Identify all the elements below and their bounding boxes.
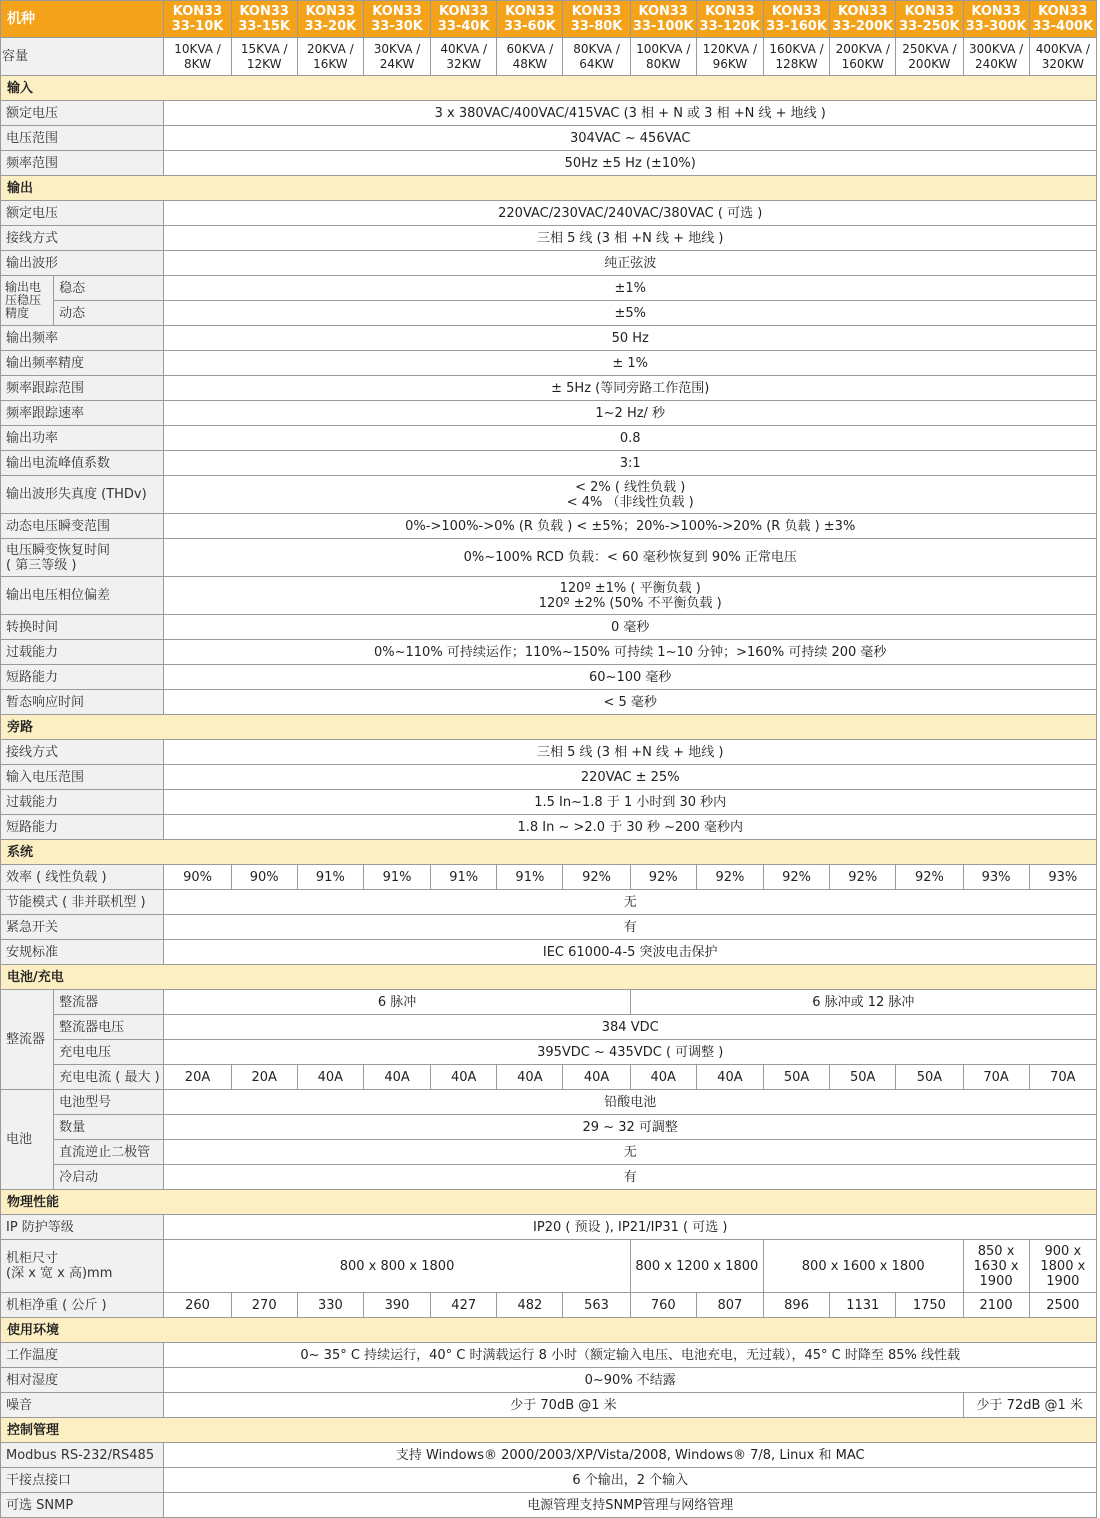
row-label: 直流逆止二极管 [54, 1140, 164, 1165]
row-group-label: 电池 [1, 1090, 54, 1190]
row-label: 输入电压范围 [1, 765, 164, 790]
charge-current-cell: 70A [1029, 1065, 1096, 1090]
capacity-cell: 10KVA / 8KW [164, 38, 231, 76]
row-label: 过载能力 [1, 640, 164, 665]
weight-cell: 270 [231, 1293, 297, 1318]
weight-cell: 2500 [1029, 1293, 1096, 1318]
spec-row [1, 1115, 1097, 1140]
row-value: 1.5 In~1.8 于 1 小时到 30 秒内 [164, 790, 1097, 815]
efficiency-cell: 91% [363, 865, 430, 890]
charge-current-cell: 50A [896, 1065, 963, 1090]
efficiency-cell: 92% [830, 865, 896, 890]
spec-row [1, 326, 1097, 351]
weight-cell: 2100 [963, 1293, 1029, 1318]
row-value: 0.8 [164, 426, 1097, 451]
weight-cell: 390 [363, 1293, 430, 1318]
row-label: 节能模式 ( 非并联机型 ) [1, 890, 164, 915]
efficiency-cell: 93% [963, 865, 1029, 890]
row-value: 304VAC ~ 456VAC [164, 126, 1097, 151]
section-title: 旁路 [1, 715, 1097, 740]
row-value: 1.8 In ~ >2.0 于 30 秒 ~200 毫秒内 [164, 815, 1097, 840]
row-value: 有 [164, 915, 1097, 940]
efficiency-cell: 93% [1029, 865, 1096, 890]
spec-row [1, 226, 1097, 251]
charge-current-cell: 20A [231, 1065, 297, 1090]
efficiency-cell: 91% [431, 865, 497, 890]
row-label: 短路能力 [1, 665, 164, 690]
row-label: 转换时间 [1, 615, 164, 640]
efficiency-cell: 92% [896, 865, 963, 890]
row-label: 紧急开关 [1, 915, 164, 940]
row-value: 铅酸电池 [164, 1090, 1097, 1115]
spec-row [1, 1015, 1097, 1040]
spec-row [1, 1393, 1097, 1418]
spec-row [1, 151, 1097, 176]
model-cell: KON33 33-30K [363, 1, 430, 38]
model-cell: KON33 33-120K [696, 1, 763, 38]
weight-cell: 330 [297, 1293, 363, 1318]
weight-cell: 563 [563, 1293, 630, 1318]
capacity-cell: 40KVA / 32KW [431, 38, 497, 76]
weight-cell: 896 [763, 1293, 829, 1318]
spec-row [1, 276, 1097, 301]
capacity-cell: 30KVA / 24KW [363, 38, 430, 76]
charge-current-cell: 70A [963, 1065, 1029, 1090]
row-value: 60~100 毫秒 [164, 665, 1097, 690]
row-label: 额定电压 [1, 101, 164, 126]
row-label: 数量 [54, 1115, 164, 1140]
spec-row [1, 615, 1097, 640]
row-label: IP 防护等级 [1, 1215, 164, 1240]
row-value: 50Hz ±5 Hz (±10%) [164, 151, 1097, 176]
row-label: 过载能力 [1, 790, 164, 815]
spec-row [1, 915, 1097, 940]
row-value: 0~ 35° C 持续运行，40° C 时满载运行 8 小时（额定输入电压、电池充电，无过载），45° C 时降至 85% 线性载 [164, 1343, 1097, 1368]
section-row [1, 76, 1097, 101]
capacity-cell: 160KVA / 128KW [763, 38, 829, 76]
spec-row [1, 1443, 1097, 1468]
capacity-cell: 80KVA / 64KW [563, 38, 630, 76]
capacity-cell: 15KVA / 12KW [231, 38, 297, 76]
row-label: 机柜净重 ( 公斤 ) [1, 1293, 164, 1318]
weight-cell: 760 [630, 1293, 696, 1318]
row-label: 噪音 [1, 1393, 164, 1418]
spec-row [1, 201, 1097, 226]
spec-row [1, 1343, 1097, 1368]
row-value: 220VAC ± 25% [164, 765, 1097, 790]
row-value: IP20 ( 预设 ), IP21/IP31 ( 可选 ) [164, 1215, 1097, 1240]
row-value: 3 x 380VAC/400VAC/415VAC (3 相 + N 或 3 相 +N 线 + 地线 ) [164, 101, 1097, 126]
row-value: 0%->100%->0% (R 负载 ) < ±5%；20%->100%->20% (R 负载 ) ±3% [164, 514, 1097, 539]
section-title: 电池/充电 [1, 965, 1097, 990]
weight-cell: 427 [431, 1293, 497, 1318]
dimension-cell: 900 x 1800 x 1900 [1029, 1240, 1096, 1293]
row-label: 干接点接口 [1, 1468, 164, 1493]
capacity-cell: 60KVA / 48KW [497, 38, 563, 76]
row-label: 短路能力 [1, 815, 164, 840]
row-label: 频率跟踪范围 [1, 376, 164, 401]
spec-row [1, 990, 1097, 1015]
spec-row [1, 426, 1097, 451]
row-label: 冷启动 [54, 1165, 164, 1190]
spec-row [1, 740, 1097, 765]
model-cell: KON33 33-300K [963, 1, 1029, 38]
row-value: ± 5Hz (等同旁路工作范围) [164, 376, 1097, 401]
model-cell: KON33 33-80K [563, 1, 630, 38]
row-label: 可选 SNMP [1, 1493, 164, 1518]
row-label: 整流器 [54, 990, 164, 1015]
row-value: 6 脉冲 [164, 990, 630, 1015]
row-value: 120º ±1% ( 平衡负载 ) 120º ±2% (50% 不平衡负载 ) [164, 577, 1097, 615]
row-value: IEC 61000-4-5 突波电击保护 [164, 940, 1097, 965]
row-label: 稳态 [54, 276, 164, 301]
section-row [1, 965, 1097, 990]
row-value: 三相 5 线 (3 相 +N 线 + 地线 ) [164, 226, 1097, 251]
dimension-cell: 800 x 1200 x 1800 [630, 1240, 763, 1293]
spec-row [1, 1090, 1097, 1115]
row-value: 0%~110% 可持续运作；110%~150% 可持续 1~10 分钟；>160% 可持续 200 毫秒 [164, 640, 1097, 665]
charge-current-cell: 20A [164, 1065, 231, 1090]
spec-row [1, 640, 1097, 665]
model-cell: KON33 33-160K [763, 1, 829, 38]
spec-row [1, 690, 1097, 715]
dimension-cell: 800 x 1600 x 1800 [763, 1240, 963, 1293]
model-cell: KON33 33-15K [231, 1, 297, 38]
spec-row [1, 451, 1097, 476]
capacity-cell: 300KVA / 240KW [963, 38, 1029, 76]
model-header [1, 1, 1097, 38]
efficiency-cell: 92% [763, 865, 829, 890]
row-value: 无 [164, 890, 1097, 915]
capacity-cell: 400KVA / 320KW [1029, 38, 1096, 76]
model-header-label: 机种 [1, 1, 164, 38]
row-label: 输出波形失真度 (THDv) [1, 476, 164, 514]
row-value: 1~2 Hz/ 秒 [164, 401, 1097, 426]
spec-row [1, 865, 1097, 890]
efficiency-cell: 90% [231, 865, 297, 890]
row-label: 动态电压瞬变范围 [1, 514, 164, 539]
spec-row [1, 1040, 1097, 1065]
spec-row [1, 376, 1097, 401]
model-cell: KON33 33-100K [630, 1, 696, 38]
row-label: 相对湿度 [1, 1368, 164, 1393]
row-value: ±5% [164, 301, 1097, 326]
row-value: 电源管理支持SNMP管理与网络管理 [164, 1493, 1097, 1518]
charge-current-cell: 40A [696, 1065, 763, 1090]
model-row [1, 1, 1097, 38]
row-label: 输出电流峰值系数 [1, 451, 164, 476]
spec-row [1, 251, 1097, 276]
section-row [1, 176, 1097, 201]
section-row [1, 1318, 1097, 1343]
section-row [1, 1418, 1097, 1443]
spec-row [1, 351, 1097, 376]
row-label: 安规标准 [1, 940, 164, 965]
spec-row [1, 401, 1097, 426]
row-label: 额定电压 [1, 201, 164, 226]
model-cell: KON33 33-40K [431, 1, 497, 38]
row-value: < 2% ( 线性负载 ) < 4% （非线性负载 ) [164, 476, 1097, 514]
spec-row [1, 790, 1097, 815]
efficiency-cell: 91% [297, 865, 363, 890]
row-value: 少于 70dB @1 米 [164, 1393, 963, 1418]
charge-current-cell: 40A [297, 1065, 363, 1090]
row-label: 输出频率 [1, 326, 164, 351]
row-label: 频率范围 [1, 151, 164, 176]
weight-cell: 807 [696, 1293, 763, 1318]
row-value: 无 [164, 1140, 1097, 1165]
row-label: 输出频率精度 [1, 351, 164, 376]
row-label: 机柜尺寸 (深 x 宽 x 高)mm [1, 1240, 164, 1293]
row-group-label: 输出电压稳压精度 [1, 276, 54, 326]
section-title: 输入 [1, 76, 1097, 101]
model-cell: KON33 33-20K [297, 1, 363, 38]
capacity-cell: 200KVA / 160KW [830, 38, 896, 76]
spec-row [1, 815, 1097, 840]
section-row [1, 840, 1097, 865]
section-title: 使用环境 [1, 1318, 1097, 1343]
spec-row [1, 101, 1097, 126]
row-label: 整流器电压 [54, 1015, 164, 1040]
row-label: 输出电压相位偏差 [1, 577, 164, 615]
weight-cell: 1131 [830, 1293, 896, 1318]
row-label: 充电电压 [54, 1040, 164, 1065]
row-value: 3:1 [164, 451, 1097, 476]
row-label: 容量 [1, 38, 164, 76]
row-value: 220VAC/230VAC/240VAC/380VAC ( 可选 ) [164, 201, 1097, 226]
row-label: 接线方式 [1, 740, 164, 765]
spec-row [1, 1293, 1097, 1318]
model-cell: KON33 33-60K [497, 1, 563, 38]
charge-current-cell: 50A [763, 1065, 829, 1090]
spec-row [1, 126, 1097, 151]
capacity-row [1, 38, 1097, 76]
row-value: 有 [164, 1165, 1097, 1190]
weight-cell: 260 [164, 1293, 231, 1318]
row-value: 50 Hz [164, 326, 1097, 351]
row-value: ±1% [164, 276, 1097, 301]
row-value: 支持 Windows® 2000/2003/XP/Vista/2008, Windows® 7/8, Linux 和 MAC [164, 1443, 1097, 1468]
dimension-cell: 800 x 800 x 1800 [164, 1240, 630, 1293]
model-cell: KON33 33-400K [1029, 1, 1096, 38]
spec-row [1, 1468, 1097, 1493]
section-title: 输出 [1, 176, 1097, 201]
row-label: 效率 ( 线性负载 ) [1, 865, 164, 890]
charge-current-cell: 40A [630, 1065, 696, 1090]
row-label: 接线方式 [1, 226, 164, 251]
spec-row [1, 514, 1097, 539]
spec-row [1, 890, 1097, 915]
row-value: 0%~100% RCD 负载：< 60 毫秒恢复到 90% 正常电压 [164, 539, 1097, 577]
row-value: 0 毫秒 [164, 615, 1097, 640]
spec-row [1, 1240, 1097, 1293]
spec-row [1, 476, 1097, 514]
row-label: 输出波形 [1, 251, 164, 276]
efficiency-cell: 92% [563, 865, 630, 890]
dimension-cell: 850 x 1630 x 1900 [963, 1240, 1029, 1293]
row-value: < 5 毫秒 [164, 690, 1097, 715]
row-value: 少于 72dB @1 米 [963, 1393, 1097, 1418]
row-group-label: 整流器 [1, 990, 54, 1090]
row-label: 电池型号 [54, 1090, 164, 1115]
spec-row [1, 1165, 1097, 1190]
capacity-cell: 20KVA / 16KW [297, 38, 363, 76]
spec-row [1, 1215, 1097, 1240]
row-label: 动态 [54, 301, 164, 326]
section-title: 系统 [1, 840, 1097, 865]
charge-current-cell: 50A [830, 1065, 896, 1090]
spec-row [1, 577, 1097, 615]
efficiency-cell: 92% [696, 865, 763, 890]
section-title: 物理性能 [1, 1190, 1097, 1215]
row-value: 29 ~ 32 可調整 [164, 1115, 1097, 1140]
model-cell: KON33 33-200K [830, 1, 896, 38]
row-value: ± 1% [164, 351, 1097, 376]
model-cell: KON33 33-10K [164, 1, 231, 38]
row-label: 频率跟踪速率 [1, 401, 164, 426]
weight-cell: 482 [497, 1293, 563, 1318]
row-value: 三相 5 线 (3 相 +N 线 + 地线 ) [164, 740, 1097, 765]
row-label: 工作温度 [1, 1343, 164, 1368]
row-value: 384 VDC [164, 1015, 1097, 1040]
capacity-cell: 100KVA / 80KW [630, 38, 696, 76]
row-value: 6 个输出，2 个输入 [164, 1468, 1097, 1493]
row-label: 输出功率 [1, 426, 164, 451]
spec-row [1, 1065, 1097, 1090]
section-title: 控制管理 [1, 1418, 1097, 1443]
row-value: 纯正弦波 [164, 251, 1097, 276]
row-label: 电压范围 [1, 126, 164, 151]
spec-row [1, 765, 1097, 790]
efficiency-cell: 91% [497, 865, 563, 890]
spec-row [1, 1493, 1097, 1518]
row-label: 电压瞬变恢复时间 ( 第三等级 ) [1, 539, 164, 577]
row-label: 充电电流 ( 最大 ) [54, 1065, 164, 1090]
capacity-cell: 250KVA / 200KW [896, 38, 963, 76]
row-label: 暂态响应时间 [1, 690, 164, 715]
model-cell: KON33 33-250K [896, 1, 963, 38]
weight-cell: 1750 [896, 1293, 963, 1318]
spec-row [1, 539, 1097, 577]
row-label: Modbus RS-232/RS485 [1, 1443, 164, 1468]
spec-row [1, 665, 1097, 690]
row-value: 6 脉冲或 12 脉冲 [630, 990, 1096, 1015]
spec-row [1, 301, 1097, 326]
spec-row [1, 1140, 1097, 1165]
section-row [1, 715, 1097, 740]
capacity-cell: 120KVA / 96KW [696, 38, 763, 76]
spec-row [1, 1368, 1097, 1393]
row-value: 395VDC ~ 435VDC ( 可调整 ) [164, 1040, 1097, 1065]
section-row [1, 1190, 1097, 1215]
efficiency-cell: 90% [164, 865, 231, 890]
charge-current-cell: 40A [563, 1065, 630, 1090]
charge-current-cell: 40A [497, 1065, 563, 1090]
charge-current-cell: 40A [431, 1065, 497, 1090]
efficiency-cell: 92% [630, 865, 696, 890]
row-value: 0~90% 不结露 [164, 1368, 1097, 1393]
charge-current-cell: 40A [363, 1065, 430, 1090]
spec-row [1, 940, 1097, 965]
